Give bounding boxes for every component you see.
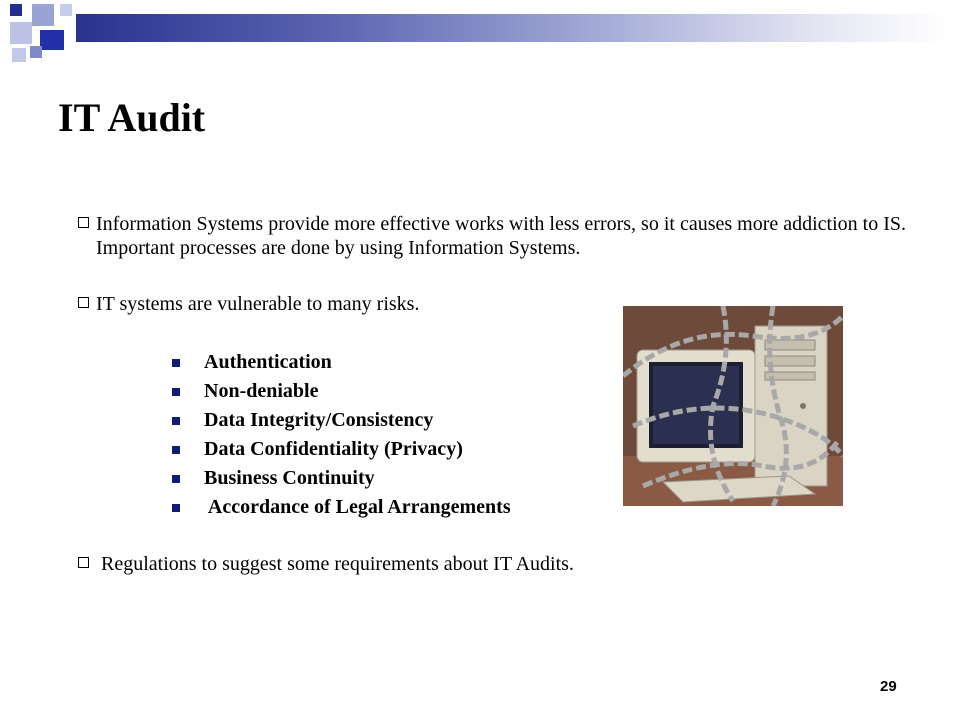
list-item-text: Business Continuity [204,467,375,489]
list-item [170,406,511,435]
list-item-text: Accordance of Legal Arrangements [204,496,511,518]
decor-square [40,30,64,50]
list-item [170,493,511,522]
filled-square-bullet-icon [172,417,180,425]
filled-square-bullet-icon [172,359,180,367]
square-bullet-icon [78,217,89,228]
list-item [170,348,511,377]
square-bullet-icon [78,557,89,568]
header-gradient-bar [76,14,946,42]
list-item-text: Non-deniable [204,380,319,402]
decor-square [32,4,54,26]
filled-square-bullet-icon [172,475,180,483]
square-bullet-icon [78,297,89,308]
decor-square [30,46,42,58]
paragraph-item [78,552,916,576]
list-item [170,464,511,493]
decor-square [12,48,26,62]
list-item-text: Authentication [204,351,332,373]
list-item-text: Data Confidentiality (Privacy) [204,438,463,460]
paragraph-text: Information Systems provide more effective works with less errors, so it causes more addiction to IS. Important processes are done by using Information Systems. [96,213,907,259]
paragraph-item [78,212,916,260]
slide-title: IT Audit [58,95,206,140]
paragraph-text: Regulations to suggest some requirements about IT Audits. [96,553,574,575]
paragraph-text: IT systems are vulnerable to many risks. [96,293,420,315]
decor-square [60,4,72,16]
list-item [170,377,511,406]
page-number: 29 [880,678,897,695]
decor-square [10,22,32,44]
decor-square [10,4,22,16]
risk-list [170,348,511,522]
filled-square-bullet-icon [172,504,180,512]
filled-square-bullet-icon [172,446,180,454]
chained-computer-photo [623,306,843,506]
list-item-text: Data Integrity/Consistency [204,409,434,431]
filled-square-bullet-icon [172,388,180,396]
list-item [170,435,511,464]
